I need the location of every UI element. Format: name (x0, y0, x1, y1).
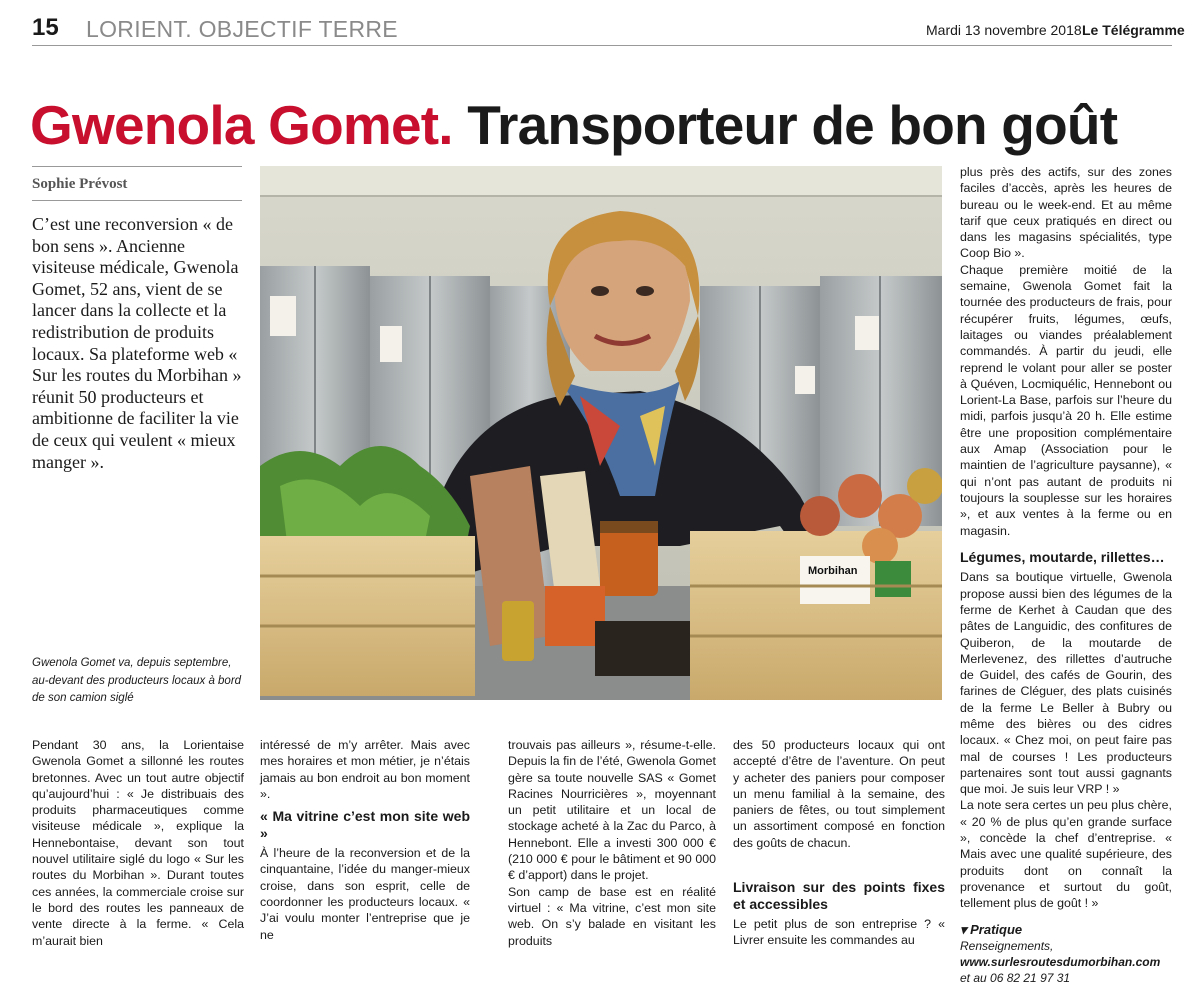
phone-number: et au 06 82 21 97 31 (960, 970, 1071, 985)
publication-date: Mardi 13 novembre 2018 (926, 22, 1082, 38)
paragraph: À l’heure de la reconversion et de la cinquantaine, l’idée du manger-mieux croise, dans son esprit, celle de coordonner les producteurs locaux. « J’ai voulu monter l’entreprise que je ne (260, 846, 470, 942)
paragraph: plus près des actifs, sur des zones faciles d’accès, après les heures de bureau ou le week-end. Et au même tarif que ceux pratiqués en direct ou dans les magasins spécialités, type Coop Bio ». (960, 165, 1172, 261)
author-rule-bottom (32, 200, 242, 201)
subheading: « Ma vitrine c’est mon site web » (260, 808, 470, 841)
paragraph: trouvais pas ailleurs », résume-t-elle. Depuis la fin de l’été, Gwenola Gomet gère sa toute nouvelle SAS « Gomet Racines Nourricières », moyennant un petit utilitaire et un local de stockage acheté à la Zac du Parco, à Hennebont. Elle a investi 300 000 € (210 000 € pour le bâtiment et 90 000 € d’apport) dans le projet. (508, 738, 716, 883)
paragraph: intéressé de m’y arrêter. Mais avec mes horaires et mon métier, je n’étais jamais au bon endroit au bon moment ». (260, 738, 470, 801)
paragraph: Pendant 30 ans, la Lorientaise Gwenola Gomet a sillonné les routes bretonnes. Avec un tout autre objectif qu’aujourd’hui : « Je distribuais des produits pharmaceutiques comme visiteuse médicale », explique la Hennebontaise, devant son tout nouvel utilitaire siglé du logo « Sur les routes du Morbihan ». Durant toutes ces années, la commerciale croise sur le bord des routes les panneaux de vente directe à la ferme. « Cela m’aurait bien (32, 738, 244, 948)
paragraph: des 50 producteurs locaux qui ont accepté d’être de l’aventure. On peut y acheter des paniers pour composer un menu familial à la semaine, des paniers de fêtes, ou tout simplement un assortiment composé en fonction des goûts de chacun. (733, 738, 945, 850)
paragraph: Dans sa boutique virtuelle, Gwenola propose aussi bien des légumes de la ferme de Kerhet à Caudan que des pâtes de Languidic, des confitures de Quiberon, de la moutarde de Merlevenez, des rillettes d’autruche de Guidel, des cafés de Gourin, des farines de Cléguer, des plats cuisinés de la ferme Le Beller à Bubry ou même des bières ou des cidres locaux. « Chez moi, on peut faire pas mal de courses ! Les producteurs partenaires sont tout aussi gagnants que moi. Je suis leur VRP ! » (960, 570, 1172, 797)
header-rule (32, 45, 1172, 46)
photo-caption: Gwenola Gomet va, depuis septembre, au-devant des producteurs locaux à bord de son camion siglé (32, 657, 242, 704)
body-column-3 (508, 737, 716, 949)
photo-illustration (260, 166, 942, 700)
practical-info (960, 922, 1172, 986)
body-column-4 (733, 737, 945, 949)
publication-name: Le Télégramme (1082, 22, 1185, 38)
paragraph: La note sera certes un peu plus chère, « 20 % de plus qu’en grande surface », concède la chef d’entreprise. « Mais avec une qualité supérieure, des produits dont on connaît la provenance et surtout du goût, tellement plus de goût ! » (960, 798, 1172, 911)
paragraph: Chaque première moitié de la semaine, Gwenola Gomet fait la tournée des producteurs de frais, pour récupérer fruits, légumes, œufs, laitages ou viandes préalablement commandés. À partir du jeudi, elle reprend le volant pour aller se poster à Quéven, Locmiquélic, Hennebont ou Lorient-La Base, parfois sur l’heure du midi, parfois jusqu’à 20 h. Elle estime être une proposition complémentaire aux Amap (Association pour le maintien de l’agriculture paysanne), « qui n’ont pas autant de produits ni toujours la souplesse sur les horaires », et aux ventes à la ferme ou en magasin. (960, 262, 1172, 538)
lead-paragraph: C’est une reconversion « de bon sens ». Ancienne visiteuse médicale, Gwenola Gomet, 52 ans, vient de se lancer dans la collecte et la redistribution de produits locaux. Sa plateforme web « Sur les routes du Morbihan » réunit 50 producteurs et ambitionne de faciliter la vie de ceux qui veulent « mieux manger ». (32, 214, 242, 472)
body-column-5 (960, 164, 1172, 986)
page-number: 15 (32, 14, 59, 41)
article-photo (260, 166, 942, 700)
subheading: Livraison sur des points fixes et accessibles (733, 879, 945, 912)
byline: Sophie Prévost (32, 176, 128, 192)
subheading: Légumes, moutarde, rillettes… (960, 548, 1165, 565)
headline-name: Gwenola Gomet. (30, 94, 453, 156)
practical-heading: ▾ Pratique (960, 921, 1023, 937)
section-title: LORIENT. OBJECTIF TERRE (86, 16, 398, 42)
paragraph: Son camp de base est en réalité virtuel : « Ma vitrine, c’est mon site web. On s’y balade en visitant les produits (508, 884, 716, 948)
headline-title: Transporteur de bon goût (467, 94, 1118, 156)
body-column-2 (260, 737, 470, 943)
paragraph: Le petit plus de son entreprise ? « Livrer ensuite les commandes au (733, 917, 945, 948)
body-column-1 (32, 737, 244, 949)
crate-label: Morbihan (808, 565, 858, 577)
headline (30, 92, 1117, 158)
author-rule-top (32, 166, 242, 167)
practical-line: Renseignements, (960, 938, 1054, 953)
website-link[interactable]: www.surlesroutesdumorbihan.com (960, 954, 1161, 969)
